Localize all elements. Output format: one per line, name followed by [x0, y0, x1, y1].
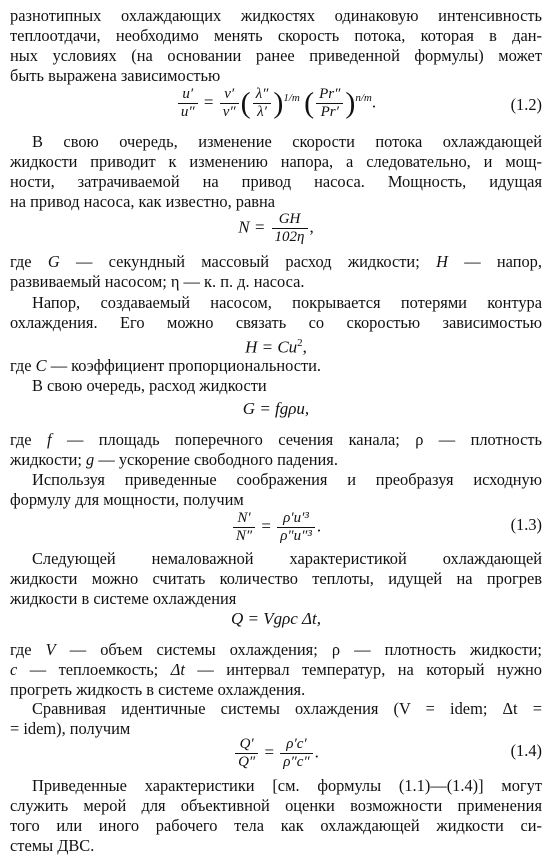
denominator: N″	[235, 528, 253, 544]
equation-number: (1.3)	[510, 515, 542, 534]
text-line: стемы ДВС.	[10, 836, 95, 855]
exponent: n/m	[355, 91, 372, 104]
text-line: на привод насоса, как известно, равна	[10, 192, 276, 211]
fraction	[280, 736, 312, 771]
symbol: H	[436, 252, 448, 271]
text-line: Напор, создаваемый насосом, покрывается потерями контура	[32, 293, 542, 312]
formula-lhs: N =	[238, 217, 266, 237]
exponent: 1/m	[283, 91, 300, 104]
punctuation: ,	[302, 337, 307, 357]
denominator: λ′	[257, 104, 267, 120]
numerator: N′	[233, 510, 255, 528]
symbol: c	[10, 660, 18, 679]
text-line: теплоотдачи, необходимо менять скорость потока, которая в дан-	[10, 26, 542, 45]
fraction	[316, 86, 343, 121]
fraction	[277, 510, 315, 545]
text-line: Следующей немаловажной характеристикой охлаждающей	[32, 549, 542, 568]
denominator: ν″	[222, 104, 236, 120]
fraction	[253, 86, 272, 121]
denominator: Pr′	[320, 104, 339, 120]
fraction	[233, 510, 255, 545]
numerator: Pr″	[316, 86, 343, 104]
formula-1-2: $\frac{u'}{u''}$ = $\frac{\nu'}{\nu''}$ ( $\frac{\lambda''}{\lambda'}$ )$^{1/m}$ ( $\frac{Pr''}{Pr'}$ )$^{n/m}$.	[0, 86, 552, 121]
text-line: формулу для мощности, получим	[10, 490, 244, 509]
numerator: λ″	[253, 86, 272, 104]
symbol: G	[47, 252, 60, 271]
punctuation: .	[314, 742, 319, 762]
text-line: разнотипных охлаждающих жидкостях одинаковую интенсивность	[10, 6, 542, 25]
denominator: ρ″u″³	[280, 528, 312, 544]
text-line: того или иного рабочего тела как охлаждающей жидкости си-	[10, 816, 542, 835]
formula-text: H = Cu	[245, 337, 298, 357]
numerator: u′	[178, 86, 198, 104]
text-line: жидкости; g — ускорение свободного падения.	[10, 450, 338, 469]
text-line: Сравнивая идентичные системы охлаждения (V = idem; Δt =	[32, 699, 542, 718]
text-line: Приведенные характеристики [см. формулы (1.1)—(1.4)] могут	[32, 776, 542, 795]
formula-heat: Q = Vgρc Δt,	[230, 609, 322, 628]
symbol: Δt	[170, 660, 185, 679]
numerator: GH	[272, 211, 308, 229]
fraction	[220, 86, 239, 121]
text-line: где V — объем системы охлаждения; ρ — плотность жидкости;	[10, 640, 542, 659]
text-line: служить мерой для объективной оценки возможности применения	[10, 796, 542, 815]
fraction	[235, 736, 258, 771]
formula-flow: G = fgρu,	[242, 399, 310, 418]
text-line: В свою очередь, расход жидкости	[32, 376, 267, 395]
punctuation: .	[316, 516, 322, 536]
exponent: 2	[297, 337, 303, 349]
numerator: ρ′c′	[280, 736, 312, 754]
text-line: c — теплоемкость; Δt — интервал температур, на который нужно	[10, 660, 542, 679]
text-line: В свою очередь, изменение скорости потока охлаждающей	[32, 132, 542, 151]
symbol: f	[46, 430, 52, 449]
numerator: ν′	[220, 86, 239, 104]
numerator: ρ′u′³	[277, 510, 315, 528]
equation-number: (1.2)	[510, 95, 542, 114]
text-line: развиваемый насосом; η — к. п. д. насоса.	[10, 272, 305, 291]
text-line: жидкости в системе охлаждения	[10, 589, 237, 608]
denominator: 102η	[274, 229, 305, 245]
text-line: где f — площадь поперечного сечения канала; ρ — плотность	[10, 430, 542, 449]
text-line: Используя приведенные соображения и преобразуя исходную	[32, 470, 542, 489]
symbol: V	[45, 640, 56, 659]
formula-head	[0, 332, 552, 359]
symbol: g	[86, 450, 95, 469]
denominator: ρ″c″	[283, 754, 310, 770]
text-line: = idem), получим	[10, 719, 131, 738]
formula-1-3: $\frac{N'}{N''}$ = $\frac{\text{ρ′u′³}}{\text{ρ″u″³}}$ .	[0, 510, 552, 545]
text-line: быть выражена зависимостью	[10, 66, 221, 85]
text-line: ности, затрачиваемой на привод насоса. Мощность, идущая	[10, 172, 542, 191]
fraction	[178, 86, 198, 121]
text-line: прогреть жидкость в системе охлаждения.	[10, 680, 306, 699]
text-line: жидкости можно считать количество теплоты, идущей на прогрев	[10, 569, 542, 588]
denominator: Q″	[238, 754, 256, 770]
equation-number: (1.4)	[510, 741, 542, 760]
text-line: где C — коэффициент пропорциональности.	[10, 356, 321, 375]
formula-1-4: $\frac{Q'}{Q''}$ = $\frac{\rho'c'}{\rho''c''}$ .	[0, 736, 552, 771]
text-line: ных условиях (на основании ранее приведенной формулы) может	[10, 46, 542, 65]
denominator: u″	[180, 104, 195, 120]
numerator: Q′	[235, 736, 258, 754]
punctuation: ,	[309, 217, 314, 237]
text-line: жидкости приводит к изменению напора, а следовательно, и мощ-	[10, 152, 542, 171]
formula-power	[0, 211, 552, 246]
text-line: охлаждения. Его можно связать со скоростью зависимостью	[10, 313, 542, 332]
text-line: где G — секундный массовый расход жидкости; H — напор,	[10, 252, 542, 271]
symbol: C	[35, 356, 47, 375]
fraction	[272, 211, 308, 246]
